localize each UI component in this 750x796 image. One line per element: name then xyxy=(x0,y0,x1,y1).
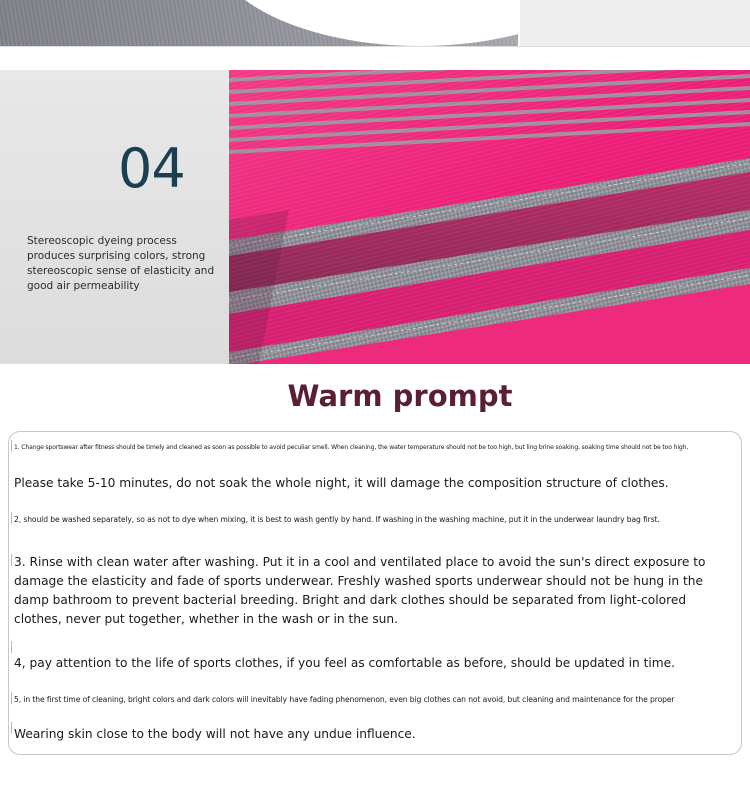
margin-marker xyxy=(11,440,12,452)
care-tip-3: 3. Rinse with clean water after washing. Put it in a cool and ventilated place to avoid the sun's direct exposure to damage the elasticity and fade of sports underwear. Freshly washed sports underwear should not be hung in the damp bathroom to prevent bacterial breeding. Bright and dark clothes should be separated from light-colored clothes, never put together, whether in the wash or in the sun. xyxy=(14,555,706,626)
margin-marker xyxy=(11,554,12,566)
margin-marker xyxy=(11,692,12,704)
care-tip-5-continued: Wearing skin close to the body will not have any undue influence. xyxy=(14,727,416,741)
feature-panel-04 xyxy=(0,70,750,364)
warm-prompt-box xyxy=(8,431,742,755)
grey-fabric-photo xyxy=(0,0,518,46)
margin-marker xyxy=(11,641,12,653)
care-tip-2: 2, should be washed separately, so as not to dye when mixing, it is best to wash gently by hand. If washing in the washing machine, put it in the underwear laundry bag first. xyxy=(14,515,660,524)
margin-marker xyxy=(11,722,12,734)
care-tip-5: 5, in the first time of cleaning, bright colors and dark colors will inevitably have fading phenomenon, even big clothes can not avoid, but cleaning and maintenance for the proper xyxy=(14,695,675,704)
care-tip-1-continued: Please take 5-10 minutes, do not soak the whole night, it will damage the composition structure of clothes. xyxy=(14,476,669,490)
feature-text-panel xyxy=(0,70,229,364)
warm-prompt-title: Warm prompt xyxy=(287,379,513,413)
divider xyxy=(0,46,750,47)
fabric-closeup-image xyxy=(229,70,750,364)
care-tip-1: 1. Change sportswear after fitness should be timely and cleaned as soon as possible to avoid peculiar smell. When cleaning, the water temperature should not be too high, but ling brine soaking, soaking time should not be too high, xyxy=(14,444,689,451)
margin-marker xyxy=(11,512,12,524)
grey-panel xyxy=(520,0,750,46)
care-tip-4: 4, pay attention to the life of sports clothes, if you feel as comfortable as before, should be updated in time. xyxy=(14,656,676,670)
feature-number: 04 xyxy=(118,137,185,200)
previous-panel-strip xyxy=(0,0,750,48)
fabric-closeup-photo xyxy=(229,70,750,364)
feature-description: Stereoscopic dyeing process produces surprising colors, strong stereoscopic sense of elasticity and good air permeability xyxy=(27,235,215,292)
